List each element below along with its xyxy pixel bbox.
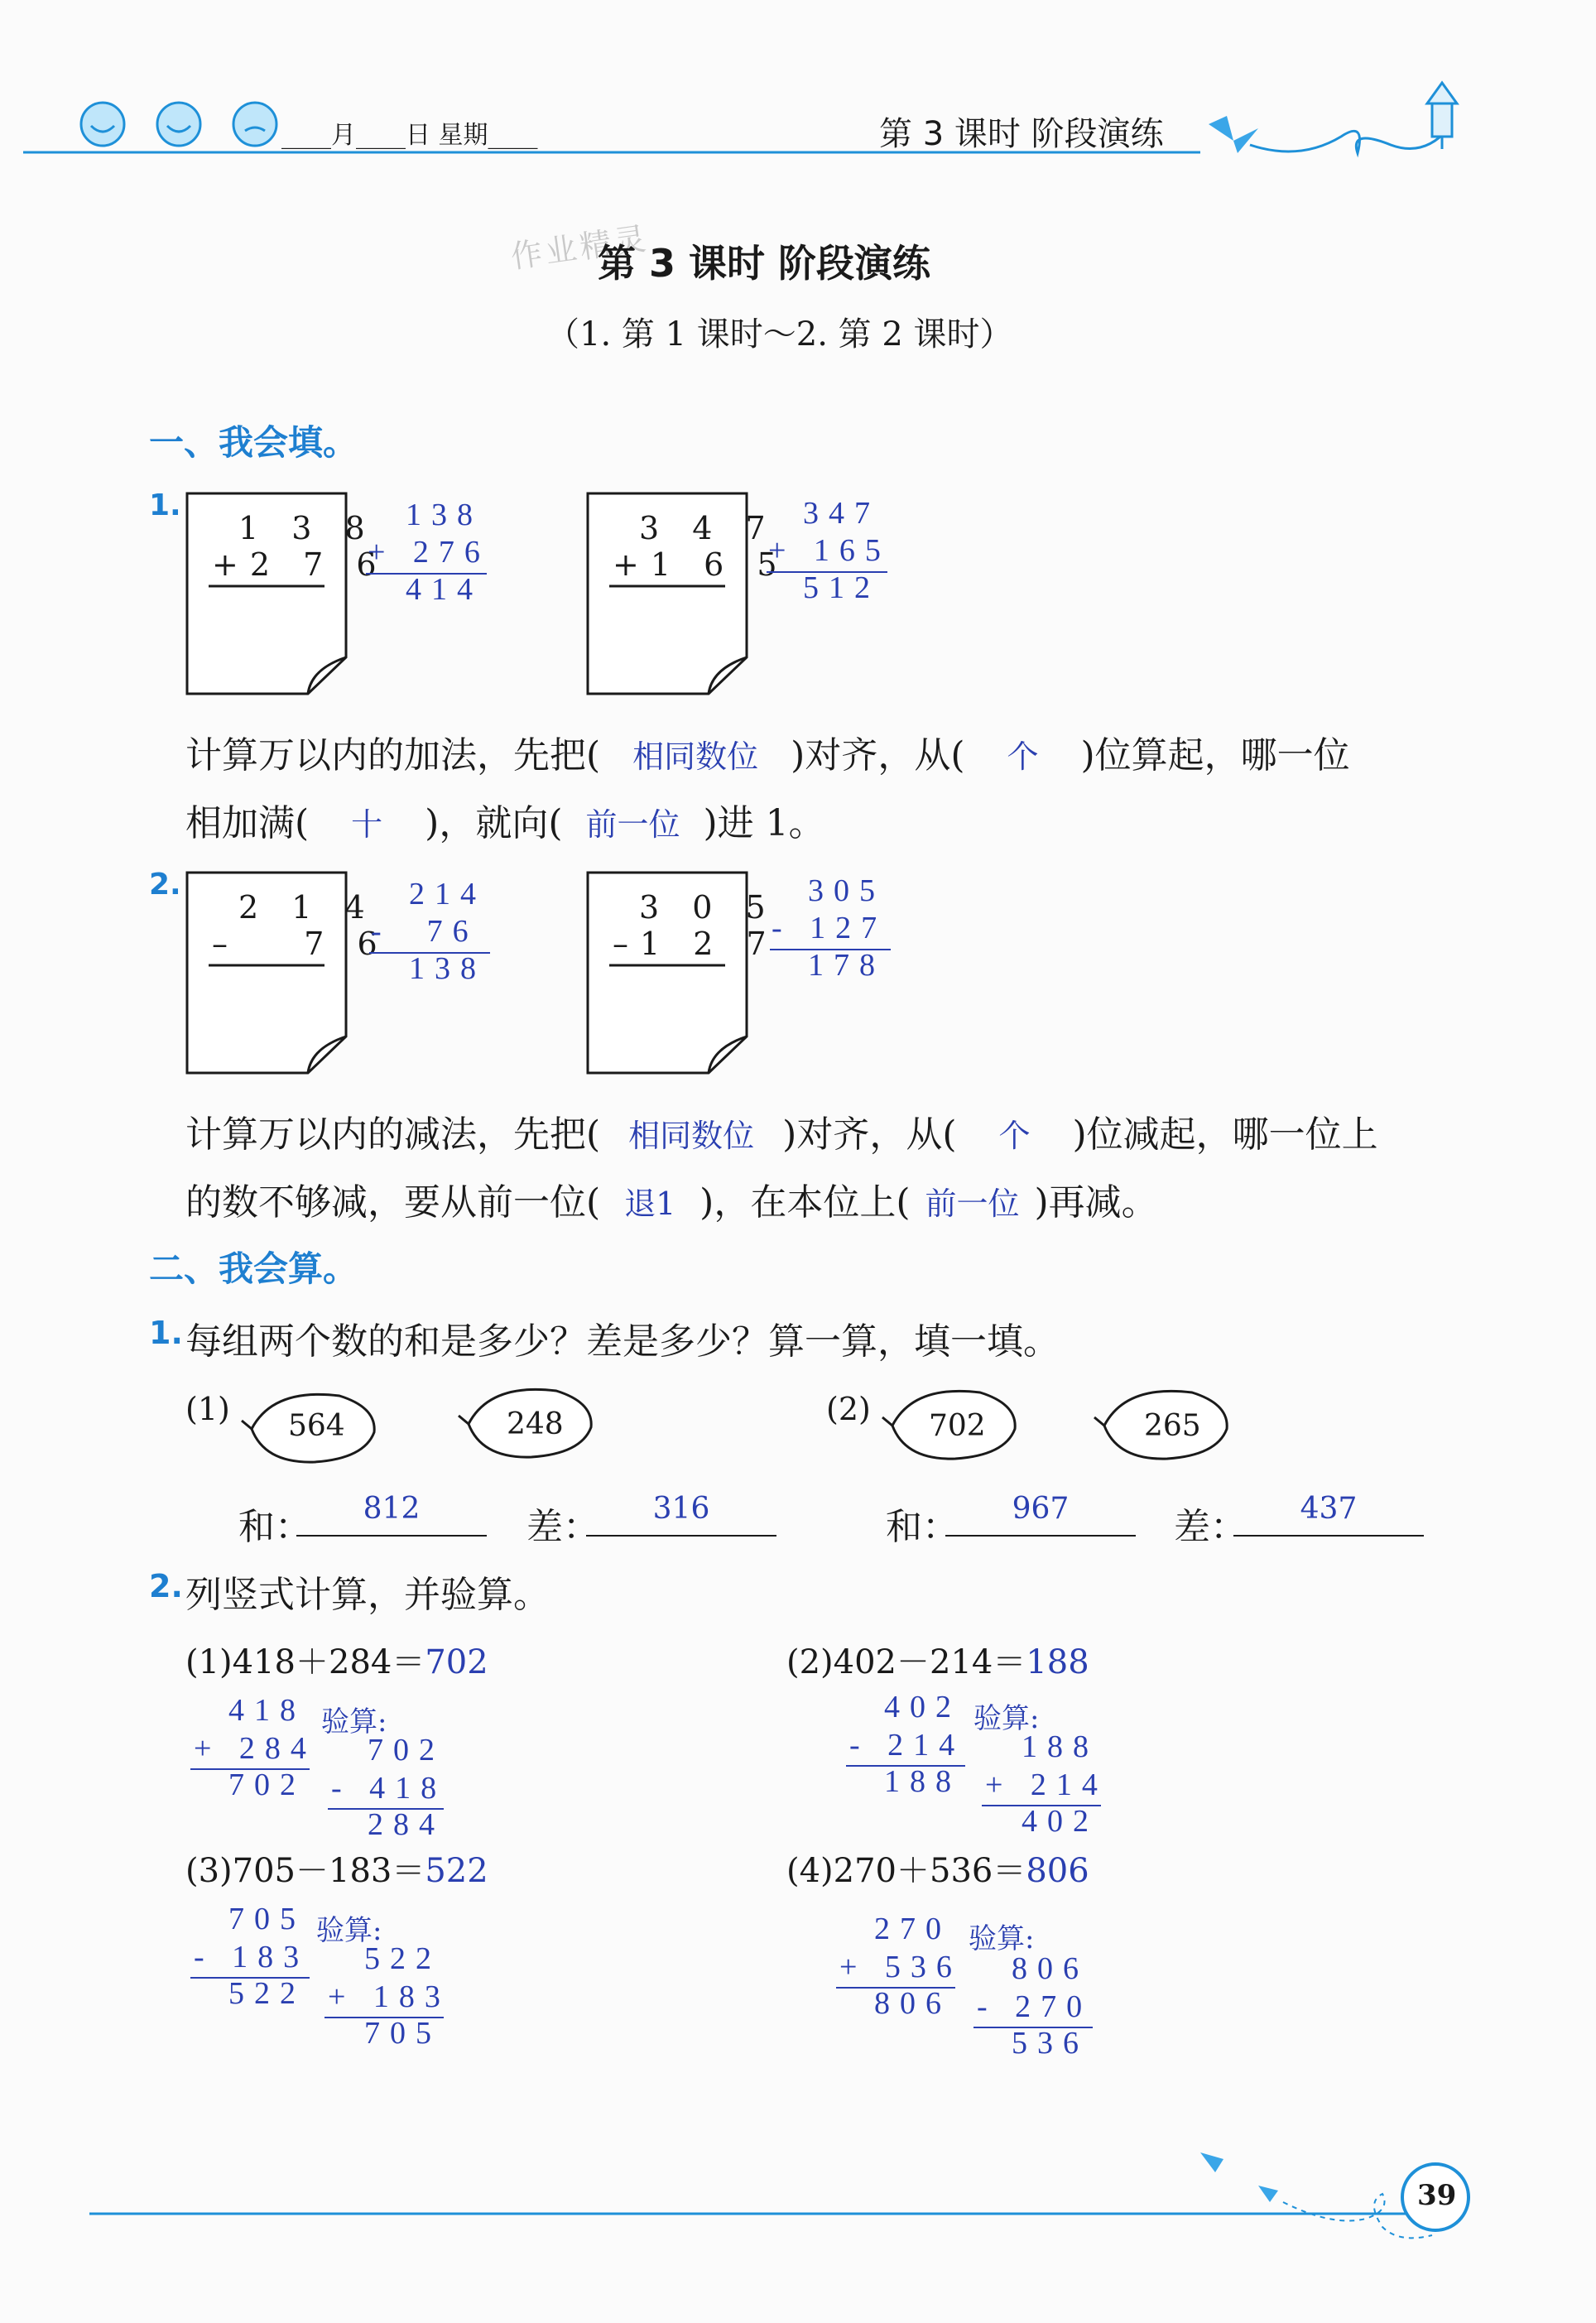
vertical-bottom: +1 6 5 <box>613 546 789 583</box>
watermark: 作业精灵 <box>508 219 651 276</box>
check-result: 705 <box>364 2016 441 2051</box>
question-number: 2. <box>149 868 181 902</box>
equation: (3)705－183＝522 <box>185 1852 488 1890</box>
work-top: 418 <box>228 1693 305 1728</box>
answer-blank: 个 <box>1007 738 1039 775</box>
equation: (2)402－214＝188 <box>786 1643 1089 1681</box>
question-number: 1. <box>149 1315 183 1351</box>
leaf-number: 265 <box>1144 1409 1201 1443</box>
work-top: 138 <box>406 498 483 532</box>
work-result: 178 <box>808 948 885 983</box>
page-subtitle: （1. 第 1 课时～2. 第 2 课时） <box>546 315 1013 354</box>
check-bottom: + 214 <box>985 1768 1108 1802</box>
butterfly-icon <box>1209 116 1258 153</box>
vertical-bottom: – 7 6 <box>212 926 389 962</box>
answer-blank: 十 <box>351 806 383 843</box>
work-top: 402 <box>884 1690 961 1724</box>
vertical-bottom: –1 2 7 <box>613 926 778 962</box>
question-text: 列竖式计算，并验算。 <box>185 1574 550 1616</box>
sum-label: 和： <box>238 1506 311 1548</box>
work-result: 522 <box>228 1976 305 2011</box>
diff-blank: 437 <box>1233 1492 1424 1537</box>
fill-text-line: 计算万以内的加法，先把( 相同数位 )对齐，从( 个 )位算起，哪一位 <box>185 725 1350 778</box>
answer-blank: 退1 <box>624 1186 676 1222</box>
leaf-number: 564 <box>288 1409 345 1443</box>
fill-text-line: 计算万以内的减法，先把( 相同数位 )对齐，从( 个 )位减起，哪一位上 <box>185 1104 1378 1157</box>
page-number: 39 <box>1417 2179 1457 2212</box>
group-label: (2) <box>826 1391 871 1427</box>
answer-blank: 前一位 <box>585 806 680 843</box>
work-result: 512 <box>803 570 880 605</box>
check-top: 702 <box>368 1733 445 1768</box>
work-top: 305 <box>808 873 885 908</box>
diff-label: 差： <box>1174 1506 1247 1548</box>
work-bottom: + 284 <box>194 1731 316 1766</box>
work-top: 347 <box>803 496 880 531</box>
check-result: 402 <box>1022 1804 1098 1839</box>
section-heading-fill: 一、我会填。 <box>149 422 358 463</box>
fill-text-line: 的数不够减，要从前一位( 退1 )，在本位上( 前一位 )再减。 <box>185 1172 1158 1225</box>
answer-blank: 相同数位 <box>628 1118 755 1154</box>
footer-decoration <box>0 2119 1596 2252</box>
vertical-bottom: +2 7 6 <box>212 546 388 583</box>
check-label: 验算: <box>969 1922 1035 1955</box>
page-title: 第 3 课时 阶段演练 <box>598 241 931 286</box>
work-bottom: + 276 <box>368 535 490 570</box>
work-result: 188 <box>884 1764 961 1799</box>
smiley-icon <box>81 103 276 146</box>
work-result: 702 <box>228 1768 305 1802</box>
check-bottom: - 270 <box>977 1989 1093 2024</box>
date-line: ____月____日 星期____ <box>281 121 538 150</box>
work-top: 270 <box>874 1912 951 1946</box>
check-label: 验算: <box>321 1705 387 1739</box>
work-bottom: - 183 <box>194 1940 310 1974</box>
work-top: 705 <box>228 1902 305 1936</box>
question-number: 1. <box>149 488 181 522</box>
bird-icon <box>1200 2152 1223 2172</box>
work-top: 214 <box>409 877 486 911</box>
vertical-top: 3 4 7 <box>639 510 777 546</box>
check-label: 验算: <box>973 1702 1040 1735</box>
diff-label: 差： <box>526 1506 599 1548</box>
equation: (4)270＋536＝806 <box>786 1852 1089 1890</box>
sum-blank: 812 <box>296 1492 487 1537</box>
work-result: 806 <box>874 1986 951 2021</box>
work-bottom: - 214 <box>849 1728 965 1763</box>
question-number: 2. <box>149 1568 183 1604</box>
question-text: 每组两个数的和是多少？差是多少？算一算，填一填。 <box>185 1320 1060 1363</box>
answer-blank: 个 <box>998 1118 1031 1154</box>
header-decoration <box>0 0 1596 166</box>
check-bottom: - 418 <box>331 1771 447 1806</box>
work-bottom: - 76 <box>371 914 478 949</box>
leaf-number: 248 <box>507 1407 564 1441</box>
answer-blank: 前一位 <box>925 1186 1020 1222</box>
check-top: 188 <box>1022 1729 1098 1764</box>
work-result: 138 <box>409 951 486 986</box>
sum-blank: 967 <box>945 1492 1136 1537</box>
fill-text-line: 相加满( 十 )，就向( 前一位 )进 1。 <box>185 793 825 846</box>
diff-blank: 316 <box>586 1492 776 1537</box>
check-result: 284 <box>368 1807 445 1842</box>
work-result: 414 <box>406 572 483 607</box>
section-heading-calc: 二、我会算。 <box>149 1248 358 1289</box>
answer-blank: 相同数位 <box>632 738 759 775</box>
equation: (1)418＋284＝702 <box>185 1643 488 1681</box>
sum-label: 和： <box>886 1506 959 1548</box>
work-bottom: + 165 <box>768 533 891 568</box>
check-top: 806 <box>1012 1951 1089 1986</box>
check-bottom: + 183 <box>328 1979 450 2014</box>
check-top: 522 <box>364 1941 441 1976</box>
header-lesson: 第 3 课时 阶段演练 <box>879 115 1164 153</box>
leaf-number: 702 <box>929 1409 986 1443</box>
vertical-top: 1 3 8 <box>238 510 377 546</box>
work-bottom: + 536 <box>839 1950 962 1984</box>
vertical-top: 3 0 5 <box>639 889 777 926</box>
bird-icon <box>1258 2186 1278 2202</box>
lamp-icon <box>1427 83 1457 149</box>
check-label: 验算: <box>316 1914 382 1947</box>
vertical-top: 2 1 4 <box>238 889 377 926</box>
work-bottom: - 127 <box>772 911 887 945</box>
group-label: (1) <box>185 1391 230 1427</box>
check-result: 536 <box>1012 2026 1089 2061</box>
